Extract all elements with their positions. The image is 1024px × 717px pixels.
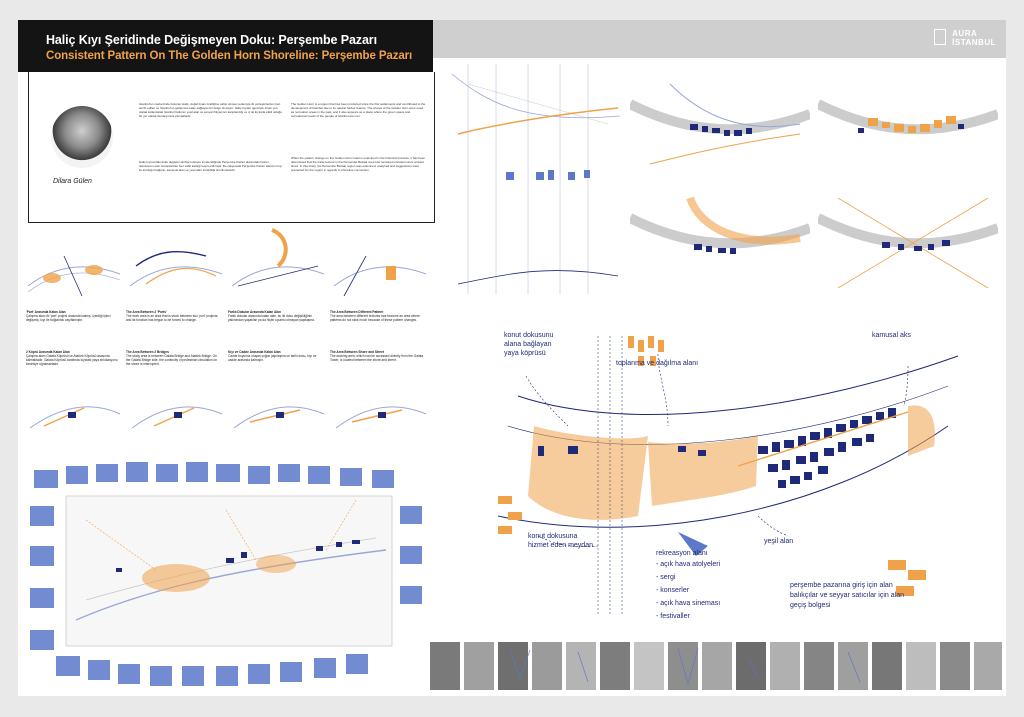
bio-text-en-2: When the pattern change on the Golden Horn coast is examined in the historical process, it has been determined that the trade texture in the Persembe Bazaar area has remained constant since ancient times. In this study, the Persembe Bazaar region was examined, analyzed and suggestions were presented for the region in regards to shoreline connection. (291, 156, 426, 172)
label-public-axis: kamusal aks (872, 332, 911, 339)
caption-different-pattern-en: The Area Between Different Pattern The area between different textures has become an area where patterns do not stick much because of these pattern changes. (330, 310, 420, 322)
aura-istanbul-logo (934, 29, 996, 47)
title-turkish: Haliç Kıyı Şeridinde Değişmeyen Doku: Perşembe Pazarı (46, 33, 377, 47)
author-bio-panel (28, 72, 435, 223)
bio-text-tr-1: İstanbul'un merkezinde bulunan Haliç, doğal liman özelliğine sahip olması nedeniyle ilk yerleşimlerden beri tercih edilen ve İstanbul'un gelişimine katkı sağlayan bir bölge olmuştur. Haliç kıyıları geçmişte liman yeri olarak kullanılarak İstanbul halkının yeşil alan ve sosyal ihtiyacının karşılandığı ve iç ile kıyılarla etkili olduğu bir yer olarak da karşımıza çıkmaktadır. (139, 102, 282, 118)
title-block (18, 20, 433, 72)
label-gathering-area: toplanma ve dağılma alanı (616, 360, 699, 367)
author-name: Dilara Gülen (53, 178, 92, 185)
diagram-4 (334, 256, 426, 296)
analysis-map-3 (630, 188, 810, 298)
poster (18, 20, 1006, 696)
site-photo-map (26, 460, 428, 692)
bio-text-tr-2: Haliç kıyısındaki doku değişimi tarihsel süreçte incelendiğinde Perşembe Pazarı alanındaki ticaret dokusunun eski zamanlardan beri sabit kaldığı tespit edilmiştir. Bu çalışmada Perşembe Pazarı alanının kıyı ile kurduğu bağlantı, kamusal alan ve yeşil alan sürekliliği önerilmektedir. (139, 160, 283, 172)
shoreline-diagram-row (24, 226, 434, 308)
caption-shore-street-en: The Area Between Shore and Street The working area, which can be accessed directly from the Galata Tower, is located between the shore and street. (330, 350, 424, 362)
analysis-map-2 (818, 64, 998, 184)
caption-bridges-tr: 2 Köprü Arasında Kalan Alan Çalışma alanı Galata Köprüsü ve Atatürk Köprüsü arasında kalmaktadır. Galata Köprüsü tarafında kıyıdaki yaya sirkülasyonu kesintiye uğramaktadır. (26, 350, 118, 366)
caption-area-between-ports-en: The Area Between 2 'Ports' The work area is an area that is stuck between two 'port' projects, and its function has begun to be forced to change. (126, 310, 219, 322)
label-square: konut dokusuna hizmet eden meydan (528, 533, 593, 549)
shoreline-diagram-row-2 (24, 390, 434, 440)
brand-line-1: AURA (952, 29, 978, 38)
title-english: Consistent Pattern On The Golden Horn Shoreline: Perşembe Pazarı (46, 50, 413, 62)
master-plan (438, 316, 1006, 636)
label-green-area: yeşil alan (764, 538, 794, 545)
label-pedestrian-bridge: konut dokusunu alana bağlayan yaya köprüsü (504, 332, 554, 357)
caption-shore-street-tr: Kıyı ve Cadde Arasında Kalan Alan Cadde boyunca oluşan yoğun yapılaşma ve tarihi doku, kıyı ve cadde arasında kalmıştır. (228, 350, 317, 362)
diagram-1 (28, 256, 120, 296)
recreation-item-cinema: - açık hava sineması (656, 600, 721, 607)
analysis-map-1 (630, 64, 810, 184)
author-photo (51, 106, 113, 168)
analysis-map-4 (818, 188, 998, 298)
caption-area-between-ports-tr: 'Port' Arasında Kalan Alan Çalışma alanı iki 'port' projesi arasında kalmış, içerdiği işlevi değişmiş; kıyı ile bağlantısı zayıflamıştır. (26, 310, 111, 322)
historical-pattern-diagram (448, 64, 624, 304)
central-map (66, 496, 392, 646)
recreation-item-festivals: - festivaller (656, 613, 690, 620)
recreation-item-workshops: - açık hava atolyeleri (656, 561, 721, 568)
label-recreation: rekreasyon alanı (656, 550, 708, 557)
caption-bridges-en: The Area Between 2 Bridges The study area is between Galata Bridge and Atatürk Bridge. On the Galata Bridge side, the continuity of pedestrian circulation on the shore is interrupted. (126, 350, 218, 366)
diagram-3 (232, 230, 324, 286)
recreation-item-concerts: - konserler (656, 587, 690, 594)
label-entrance-zone: perşembe pazarına giriş için alan balıkçılar ve seyyar satıcılar için alan geçiş bolgesi (790, 582, 904, 609)
diagram-2 (130, 252, 222, 286)
photo-strip (430, 638, 1002, 694)
brand-line-2: İSTANBUL (952, 38, 996, 47)
top-bar (433, 20, 1006, 58)
logo-mark-icon (934, 29, 946, 45)
bio-text-en-1: The Golden Horn is a region that has been preferred since the first settlements and contributed to the development of Istanbul due to its natural harbor feature. The shores of the Golden Horn were used as recreation areas in the past, and it also appears as a place where the green space and recreational needs of the people of Istanbul are met. (291, 102, 426, 118)
recreation-item-exhibition: - sergi (656, 574, 676, 581)
caption-different-pattern-tr: Farklı Dokular Arasında Kalan Alan Farklı dokular arasında kalan alan, bu iki doku değişikliğinin yakınından yaşatılan ya da hiçbir uyumlu olmayan yapılaşma. (228, 310, 315, 322)
